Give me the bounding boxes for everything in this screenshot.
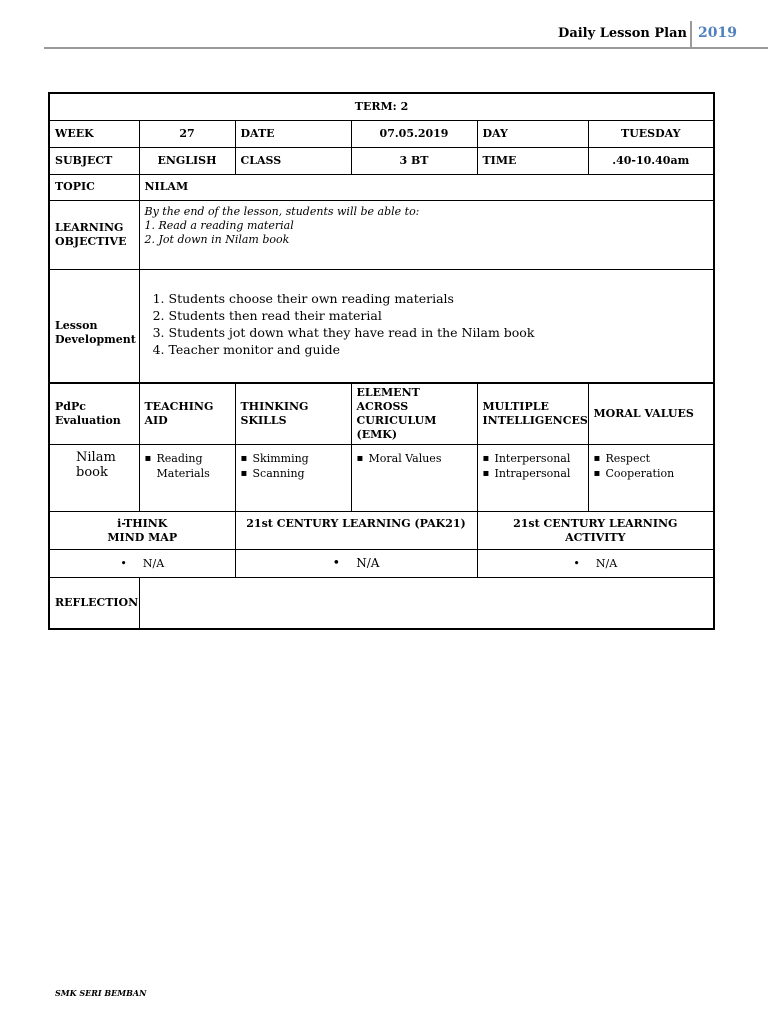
reflection-label: REFLECTION	[49, 578, 139, 629]
learning-header-row	[49, 512, 714, 550]
list-item: ▪ Intrapersonal	[483, 466, 583, 481]
thinking-skills-values	[235, 445, 351, 512]
teaching-aid-header	[139, 383, 235, 445]
subject-label: SUBJECT	[49, 147, 139, 174]
day-label: DAY	[477, 120, 588, 147]
topic-row	[49, 174, 714, 200]
pdpc-label	[49, 383, 139, 445]
pdpc-label-line-1: PdPc	[55, 400, 86, 413]
moral-values-list	[594, 451, 709, 481]
development-item: 4. Teacher monitor and guide	[169, 341, 709, 358]
list-item: ▪ Moral Values	[357, 451, 472, 466]
columns-header-row	[49, 383, 714, 445]
pdpc-value-line-2: book	[76, 465, 108, 480]
subject-value: ENGLISH	[139, 147, 235, 174]
emk-header	[351, 383, 477, 445]
objective-item-2: 2. Jot down in Nilam book	[144, 232, 290, 246]
development-item: 2. Students then read their material	[169, 307, 709, 324]
teaching-aid-header-line-2: AID	[144, 414, 168, 427]
list-item: ▪ Interpersonal	[483, 451, 583, 466]
objective-content	[139, 200, 714, 269]
list-item: ▪ Scanning	[241, 466, 346, 481]
week-label: WEEK	[49, 120, 139, 147]
topic-value: NILAM	[139, 174, 714, 200]
date-value: 07.05.2019	[351, 120, 477, 147]
ithink-value	[49, 550, 235, 578]
mi-header	[477, 383, 588, 445]
columns-values-row	[49, 445, 714, 512]
ithink-value-text: N/A	[142, 556, 165, 570]
objective-label-line-1: LEARNING	[55, 220, 124, 234]
page-header	[0, 0, 768, 52]
emk-header-line-2: CURICULUM (EMK)	[356, 414, 437, 441]
mi-values	[477, 445, 588, 512]
development-label-line-2: Development	[55, 332, 136, 346]
bullet-icon: •	[332, 556, 341, 571]
emk-header-line-1: ELEMENT ACROSS	[356, 386, 420, 413]
list-item: ▪ Skimming	[241, 451, 346, 466]
date-label: DATE	[235, 120, 351, 147]
time-value: .40-10.40am	[588, 147, 714, 174]
pdpc-value	[49, 445, 139, 512]
document-title: Daily Lesson Plan	[558, 26, 687, 41]
moral-values-header: MORAL VALUES	[588, 383, 714, 445]
development-label-line-1: Lesson	[55, 318, 98, 332]
moral-values-values	[588, 445, 714, 512]
thinking-skills-header: THINKING SKILLS	[235, 383, 351, 445]
pak21-header: 21st CENTURY LEARNING (PAK21)	[235, 512, 477, 550]
activity-header: 21st CENTURY LEARNING ACTIVITY	[477, 512, 714, 550]
development-item: 3. Students jot down what they have read in the Nilam book	[169, 324, 709, 341]
development-label	[49, 269, 139, 383]
learning-values-row	[49, 550, 714, 578]
development-content	[139, 269, 714, 383]
teaching-aid-list	[145, 451, 230, 481]
reflection-row	[49, 578, 714, 629]
teaching-aid-header-line-1: TEACHING	[144, 400, 214, 413]
day-value: TUESDAY	[588, 120, 714, 147]
list-item: ▪ Respect	[594, 451, 709, 466]
bullet-icon: •	[120, 556, 127, 570]
document-year: 2019	[698, 25, 737, 41]
term-row	[49, 93, 714, 120]
week-value: 27	[139, 120, 235, 147]
topic-label: TOPIC	[49, 174, 139, 200]
class-value: 3 BT	[351, 147, 477, 174]
objective-row	[49, 200, 714, 269]
reflection-value	[139, 578, 714, 629]
teaching-aid-values	[139, 445, 235, 512]
emk-values	[351, 445, 477, 512]
thinking-skills-list	[241, 451, 346, 481]
bullet-icon: •	[573, 556, 580, 570]
lesson-plan-table	[48, 92, 715, 630]
class-label: CLASS	[235, 147, 351, 174]
header-rule	[44, 47, 768, 49]
pak21-value	[235, 550, 477, 578]
objective-intro: By the end of the lesson, students will be able to:	[144, 204, 420, 218]
school-name-footer: SMK SERI BEMBAN	[55, 988, 147, 998]
ithink-header	[49, 512, 235, 550]
week-row	[49, 120, 714, 147]
header-divider	[690, 21, 692, 48]
mi-list	[483, 451, 583, 481]
time-label: TIME	[477, 147, 588, 174]
pdpc-value-line-1: Nilam	[76, 450, 116, 465]
pdpc-label-line-2: Evaluation	[55, 414, 121, 427]
objective-label-line-2: OBJECTIVE	[55, 234, 127, 248]
mi-header-line-2: INTELLIGENCES	[482, 414, 588, 427]
objective-label	[49, 200, 139, 269]
pak21-value-text: N/A	[356, 556, 380, 570]
activity-value	[477, 550, 714, 578]
list-item: ▪ Cooperation	[594, 466, 709, 481]
objective-item-1: 1. Read a reading material	[144, 218, 294, 232]
development-row	[49, 269, 714, 383]
list-item: ▪ Reading Materials	[145, 451, 230, 481]
ithink-header-line-2: MIND MAP	[107, 530, 178, 544]
emk-list	[357, 451, 472, 466]
subject-row	[49, 147, 714, 174]
activity-value-text: N/A	[595, 556, 618, 570]
mi-header-line-1: MULTIPLE	[482, 400, 549, 413]
term-cell: TERM: 2	[49, 93, 714, 120]
development-list	[145, 290, 709, 358]
ithink-header-line-1: i-THINK	[117, 516, 168, 530]
development-item: 1. Students choose their own reading materials	[169, 290, 709, 307]
